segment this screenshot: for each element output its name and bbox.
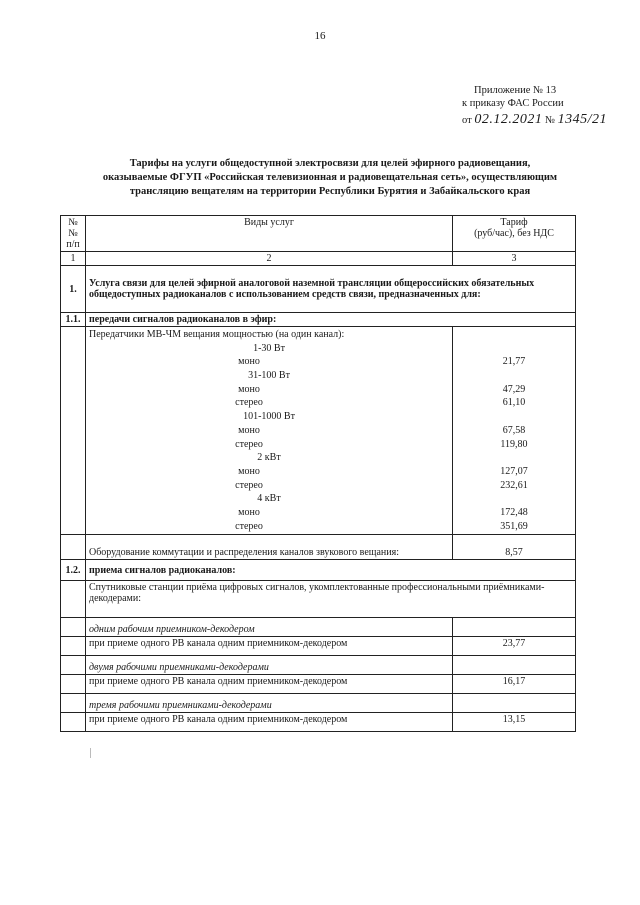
appendix-date-line xyxy=(462,113,622,127)
transmitter-value: 61,10 xyxy=(502,397,526,409)
receiver-group-3-title: тремя рабочими приемниками-декодерами xyxy=(86,694,453,713)
section-1-text: Услуга связи для целей эфирной аналоговой наземной трансляции общероссийских обязательных общедоступных радиоканалов с использованием средств связи, предназначенных для: xyxy=(86,266,576,313)
transmitters-values-cell xyxy=(453,327,576,535)
transmitter-mode-label: моно xyxy=(238,465,260,477)
transmitter-power-label: 4 кВт xyxy=(257,493,281,505)
col-number-3: 3 xyxy=(453,252,576,266)
receiver-group-3-item-row xyxy=(61,713,576,732)
col-number-1: 1 xyxy=(61,252,86,266)
handwritten-number: 1345/21 xyxy=(557,112,607,127)
transmitter-value xyxy=(456,451,572,465)
section-1-num: 1. xyxy=(61,266,86,313)
section-1-1-text: передачи сигналов радиоканалов в эфир: xyxy=(86,313,576,327)
transmitters-intro-spacer xyxy=(456,328,572,342)
transmitter-value: 47,29 xyxy=(502,383,526,395)
transmitter-power-label: 101-1000 Вт xyxy=(243,411,295,423)
receiver-group-1-value: 23,77 xyxy=(453,637,576,656)
transmitter-value: 172,48 xyxy=(500,506,528,518)
transmitter-mode-label: моно xyxy=(238,424,260,436)
receiver-group-2-item-num-cell xyxy=(61,675,86,694)
receiver-group-2-num-cell xyxy=(61,656,86,675)
transmitter-values xyxy=(456,342,572,534)
column-numbers-row xyxy=(61,252,576,266)
satellite-num-cell xyxy=(61,581,86,618)
receiver-group-1-title: одним рабочим приемником-декодером xyxy=(86,618,453,637)
receiver-group-1-item-row xyxy=(61,637,576,656)
header-tariff-line2: (руб/час), без НДС xyxy=(474,228,554,239)
transmitter-value xyxy=(456,492,572,506)
appendix-order: к приказу ФАС России xyxy=(462,98,564,109)
title-line-1: Тарифы на услуги общедоступной электросвязи для целей эфирного радиовещания, xyxy=(129,158,531,169)
receiver-group-3-num-cell xyxy=(61,694,86,713)
transmitter-mode-label: стерео xyxy=(235,520,263,532)
header-tariff xyxy=(453,216,576,252)
table-header-row xyxy=(61,216,576,252)
receiver-group-3-spacer xyxy=(453,694,576,713)
switching-equipment-row xyxy=(61,535,576,560)
switching-equipment-text: Оборудование коммутации и распределения каналов звукового вещания: xyxy=(86,535,453,560)
receiver-group-1-num-cell xyxy=(61,618,86,637)
transmitter-power-label: 31-100 Вт xyxy=(248,370,290,382)
transmitters-services-cell xyxy=(86,327,453,535)
transmitter-value: 351,69 xyxy=(500,520,528,532)
handwritten-date: 02.12.2021 xyxy=(474,112,543,127)
transmitter-value: 119,80 xyxy=(500,438,528,450)
title-line-3: трансляцию вещателям на территории Республики Бурятия и Забайкальского края xyxy=(129,186,531,197)
receiver-group-2-value: 16,17 xyxy=(453,675,576,694)
transmitter-value xyxy=(456,342,572,356)
transmitter-value: 21,77 xyxy=(502,356,526,368)
section-1-2-row xyxy=(61,560,576,581)
header-services: Виды услуг xyxy=(86,216,453,252)
transmitter-power-label: 1-30 Вт xyxy=(253,342,285,354)
header-num: №№ п/п xyxy=(61,216,86,252)
transmitter-mode-label: моно xyxy=(238,383,260,395)
receiver-group-3-value: 13,15 xyxy=(453,713,576,732)
receiver-group-3-title-row xyxy=(61,694,576,713)
appendix-block xyxy=(462,84,622,127)
transmitter-power-label: 2 кВт xyxy=(257,452,281,464)
number-sign: № xyxy=(544,115,555,126)
transmitter-labels xyxy=(89,342,449,534)
transmitter-value: 127,07 xyxy=(500,465,528,477)
section-1-row xyxy=(61,266,576,313)
receiver-group-3-item-num-cell xyxy=(61,713,86,732)
section-1-2-text: приема сигналов радиоканалов: xyxy=(86,560,576,581)
transmitter-mode-label: моно xyxy=(238,506,260,518)
receiver-group-1-spacer xyxy=(453,618,576,637)
transmitters-row xyxy=(61,327,576,535)
switching-num-cell xyxy=(61,535,86,560)
satellite-intro-text: Спутниковые станции приёма цифровых сигналов, укомплектованные профессиональными приёмниками-декодерами: xyxy=(86,581,576,618)
receiver-group-1-item: при приеме одного РВ канала одним приемником-декодером xyxy=(86,637,453,656)
receiver-group-2-item-row xyxy=(61,675,576,694)
transmitter-mode-label: стерео xyxy=(235,479,263,491)
scan-mark xyxy=(90,748,91,758)
page-number: 16 xyxy=(314,30,326,42)
receiver-group-3-item: при приеме одного РВ канала одним приемником-декодером xyxy=(86,713,453,732)
receiver-group-2-spacer xyxy=(453,656,576,675)
receiver-group-2-title-row xyxy=(61,656,576,675)
receiver-group-1-item-num-cell xyxy=(61,637,86,656)
transmitters-num-cell xyxy=(61,327,86,535)
satellite-intro-row xyxy=(61,581,576,618)
receiver-group-2-item: при приеме одного РВ канала одним приемником-декодером xyxy=(86,675,453,694)
col-number-2: 2 xyxy=(86,252,453,266)
receiver-group-1-title-row xyxy=(61,618,576,637)
tariff-table xyxy=(60,215,576,732)
transmitter-mode-label: моно xyxy=(238,356,260,368)
transmitter-value: 67,58 xyxy=(502,424,526,436)
transmitter-mode-label: стерео xyxy=(235,397,263,409)
transmitter-value xyxy=(456,369,572,383)
section-1-1-row xyxy=(61,313,576,327)
appendix-date-prefix: от xyxy=(462,115,472,126)
header-tariff-line1: Тариф xyxy=(500,217,528,228)
section-1-1-num: 1.1. xyxy=(61,313,86,327)
switching-equipment-value: 8,57 xyxy=(453,535,576,560)
receiver-group-2-title: двумя рабочими приемниками-декодерами xyxy=(86,656,453,675)
transmitters-intro: Передатчики МВ-ЧМ вещания мощностью (на один канал): xyxy=(89,329,345,340)
appendix-title: Приложение № 13 xyxy=(474,85,557,96)
transmitter-mode-label: стерео xyxy=(235,438,263,450)
section-1-2-num: 1.2. xyxy=(61,560,86,581)
title-line-2: оказываемые ФГУП «Российская телевизионная и радиовещательная сеть», осуществляющим xyxy=(102,172,558,183)
document-title xyxy=(60,157,600,199)
transmitter-value xyxy=(456,410,572,424)
transmitter-value: 232,61 xyxy=(500,479,528,491)
